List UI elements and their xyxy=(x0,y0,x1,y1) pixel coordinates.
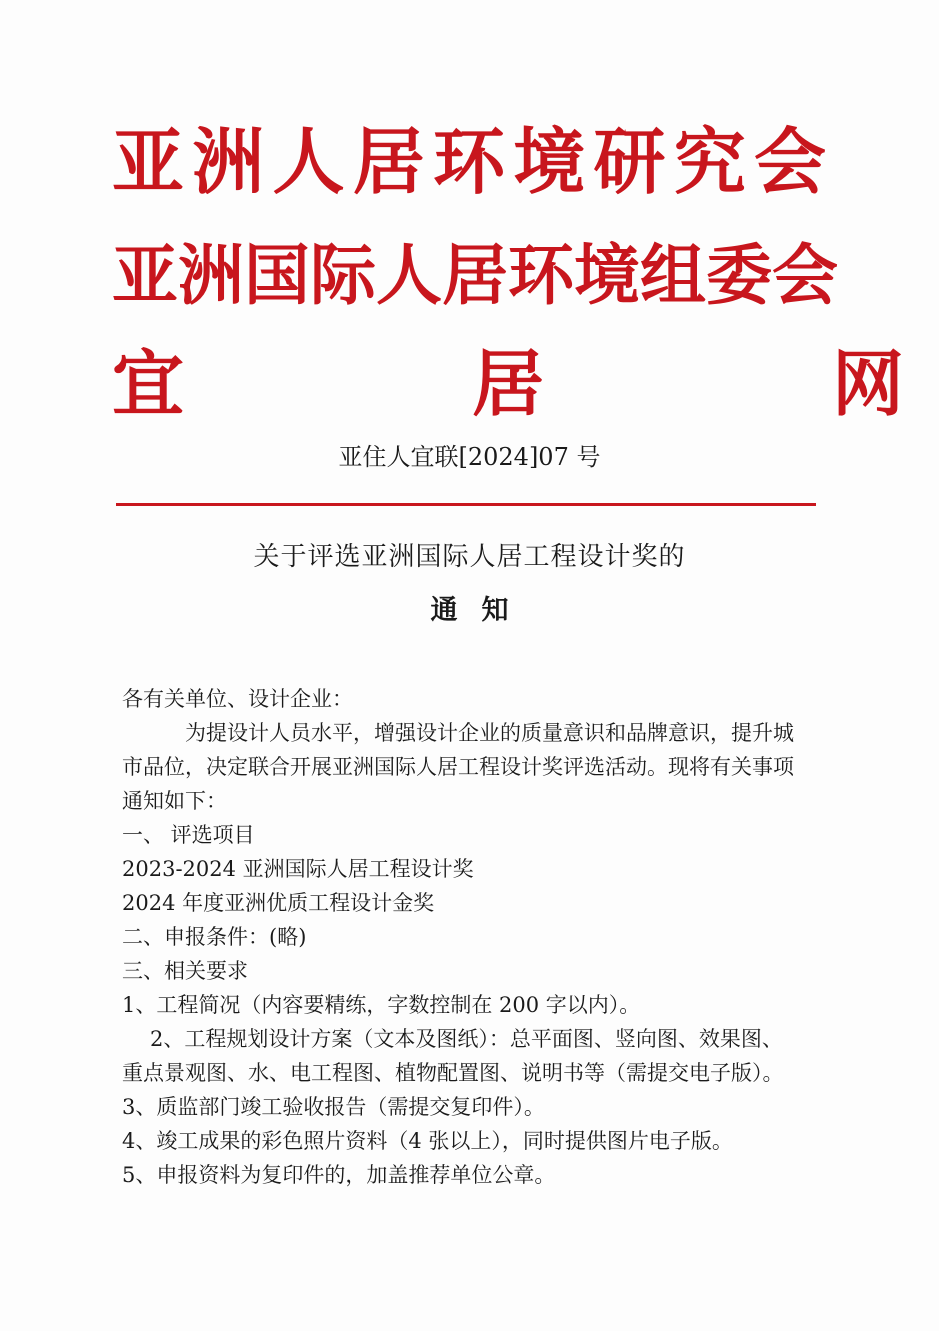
salutation: 各有关单位、设计企业： xyxy=(122,687,353,711)
award-item: 2024 年度亚洲优质工程设计金奖 xyxy=(122,891,435,915)
section-heading-requirements: 三、相关要求 xyxy=(122,959,248,983)
org-name-asia-human-settlements-research: 亚洲人居环境研究会 xyxy=(112,120,832,204)
red-divider-line xyxy=(116,503,816,506)
notice-title: 关于评选亚洲国际人居工程设计奖的 xyxy=(253,542,686,572)
award-item: 2023-2024 亚洲国际人居工程设计奖 xyxy=(122,857,474,881)
org-name-asia-international-committee: 亚洲国际人居环境组委会 xyxy=(112,237,838,314)
section-heading-conditions: 二、申报条件：(略) xyxy=(122,925,307,949)
requirement-item: 2、工程规划设计方案（文本及图纸）：总平面图、竖向图、效果图、重点景观图、水、电工程图、植物配置图、说明书等（需提交电子版）。 xyxy=(122,1027,784,1085)
notice-body xyxy=(122,682,802,1192)
document-number: 亚住人宜联[2024]07 号 xyxy=(338,443,601,471)
section-heading-items: 一、 评选项目 xyxy=(122,823,255,847)
intro-paragraph: 为提设计人员水平，增强设计企业的质量意识和品牌意识，提升城市品位，决定联合开展亚洲国际人居工程设计奖评选活动。现将有关事项通知如下： xyxy=(122,721,794,813)
org-name-yiju-network: 宜 居 网 xyxy=(112,342,905,426)
notice-heading: 通知 xyxy=(430,595,533,626)
requirement-item: 1、工程简况（内容要精练，字数控制在 200 字以内）。 xyxy=(122,993,641,1017)
requirement-item: 4、竣工成果的彩色照片资料（4 张以上），同时提供图片电子版。 xyxy=(122,1129,733,1153)
requirement-item: 5、申报资料为复印件的，加盖推荐单位公章。 xyxy=(122,1163,556,1187)
requirement-item: 3、质监部门竣工验收报告（需提交复印件）。 xyxy=(122,1095,545,1119)
